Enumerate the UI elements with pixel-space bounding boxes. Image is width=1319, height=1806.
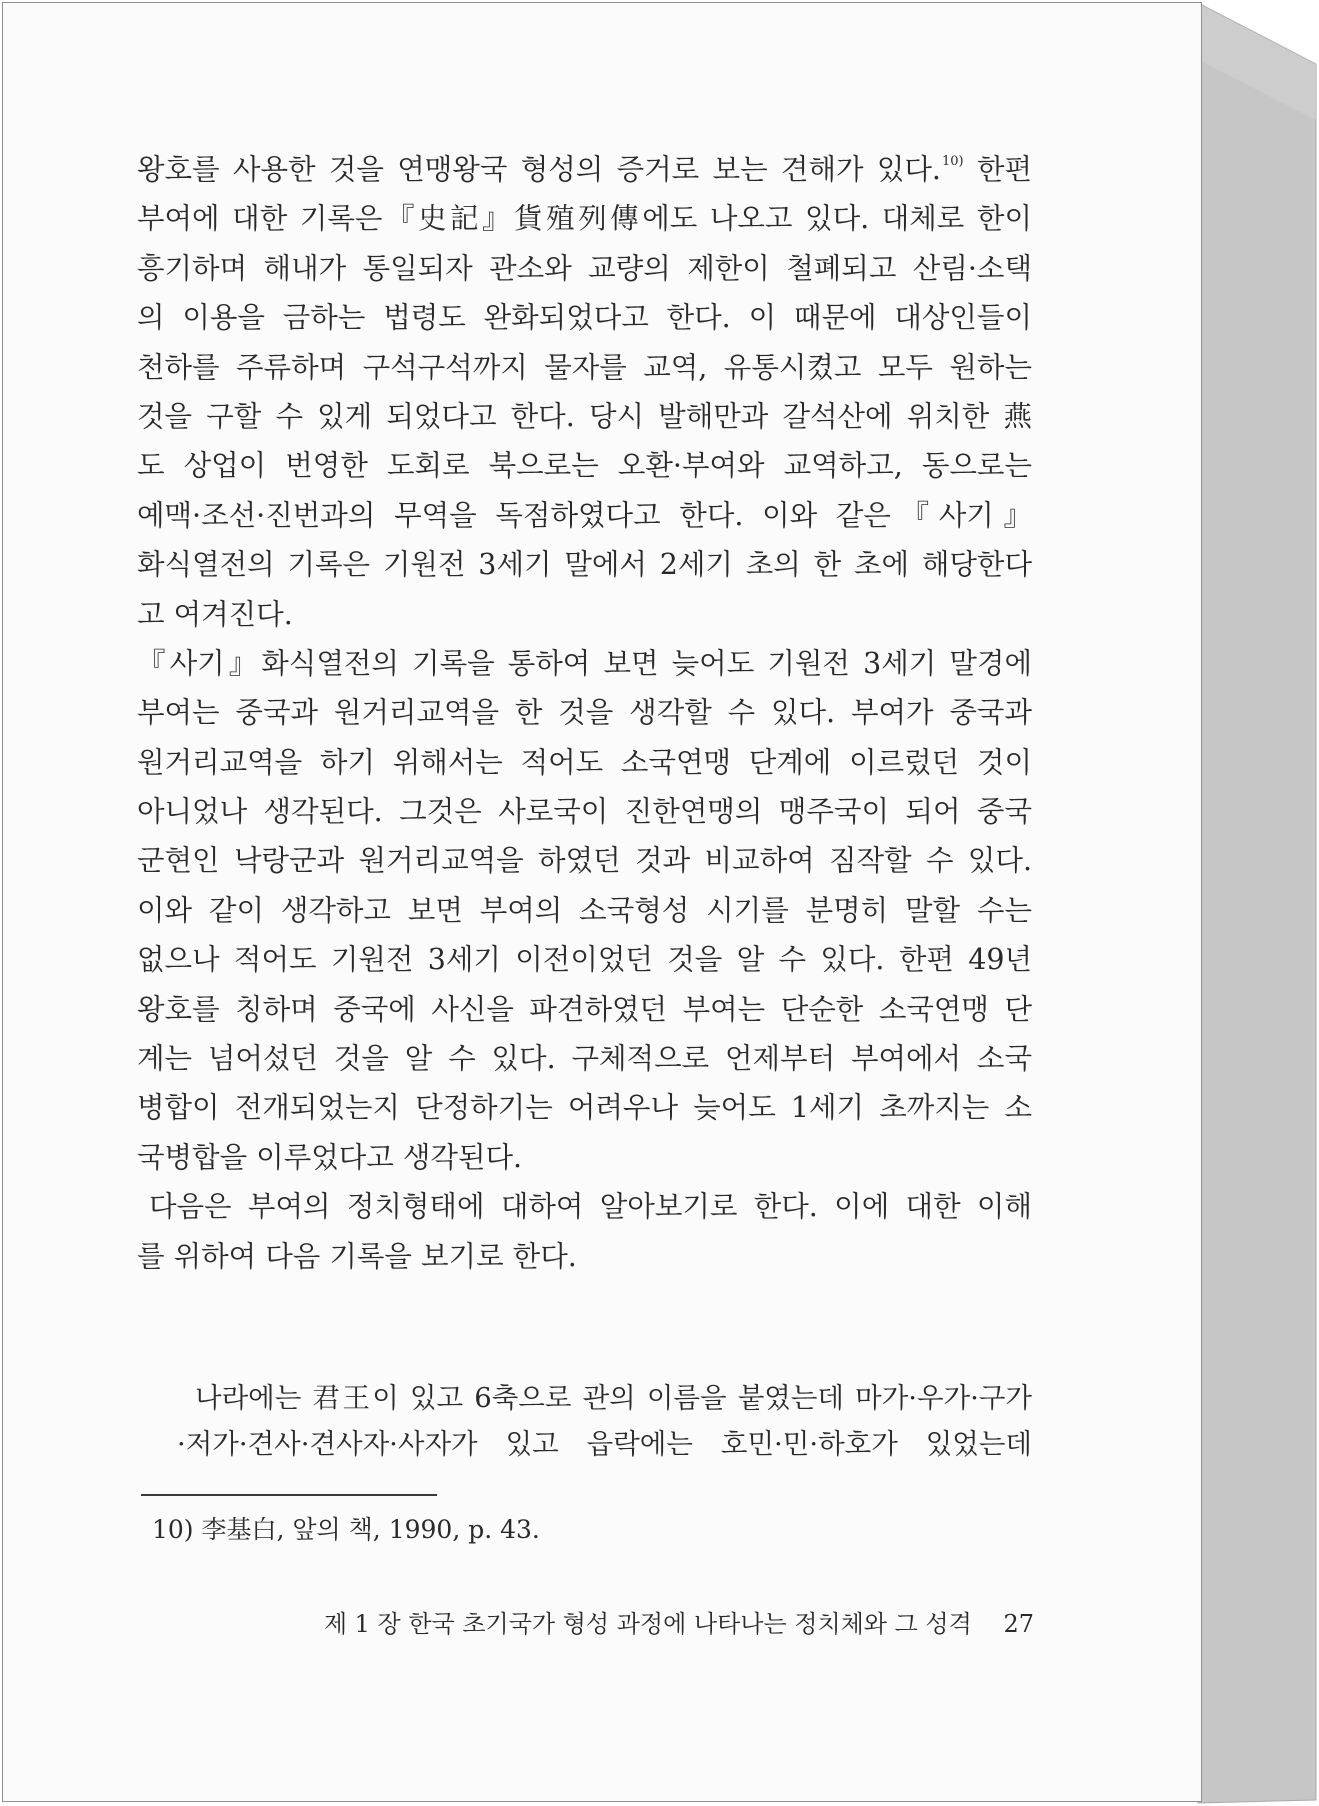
paragraph-3-line-2: 를 위하여 다음 기록을 보기로 한다. <box>137 1239 577 1273</box>
paragraph-1-line-10: 고 여겨진다. <box>137 597 293 631</box>
paragraph-1-line-9: 화식열전의 기록은 기원전 3세기 말에서 2세기 초의 한 초에 해당한다 <box>137 548 1032 582</box>
paragraph-1-line-5: 천하를 주류하며 구석구석까지 물자를 교역, 유통시켰고 모두 원하는 <box>137 350 1032 384</box>
paragraph-2-line-4: 아니었나 생각된다. 그것은 사로국이 진한연맹의 맹주국이 되어 중국 <box>137 795 1032 829</box>
footnote: 10) 李基白, 앞의 책, 1990, p. 43. <box>152 1515 540 1544</box>
paragraph-1-line-2: 부여에 대한 기록은『史記』貨殖列傳에도 나오고 있다. 대체로 한이 <box>137 202 1032 236</box>
paragraph-2-line-6: 이와 같이 생각하고 보면 부여의 소국형성 시기를 분명히 말할 수는 <box>137 893 1032 927</box>
paragraph-2-line-2: 부여는 중국과 원거리교역을 한 것을 생각할 수 있다. 부여가 중국과 <box>137 696 1032 730</box>
paragraph-2-line-10: 병합이 전개되었는지 단정하기는 어려우나 늦어도 1세기 초까지는 소 <box>137 1091 1032 1125</box>
paragraph-2-line-8: 왕호를 칭하며 중국에 사신을 파견하였던 부여는 단순한 소국연맹 단 <box>137 992 1032 1026</box>
paragraph-1-line-6: 것을 구할 수 있게 되었다고 한다. 당시 발해만과 갈석산에 위치한 燕 <box>137 399 1032 433</box>
footnote-divider <box>141 1494 437 1496</box>
paragraph-1-line-4: 의 이용을 금하는 법령도 완화되었다고 한다. 이 때문에 대상인들이 <box>137 301 1032 335</box>
quote-line-1: 나라에는 君王이 있고 6축으로 관의 이름을 붙였는데 마가·우가·구가 <box>195 1382 1032 1414</box>
paragraph-1-line-8: 예맥·조선·진번과의 무역을 독점하였다고 한다. 이와 같은『사기』 <box>137 498 1032 532</box>
paragraph-2-line-3: 원거리교역을 하기 위해서는 적어도 소국연맹 단계에 이르렀던 것이 <box>137 745 1032 779</box>
paragraph-2-line-9: 계는 넘어섰던 것을 알 수 있다. 구체적으로 언제부터 부여에서 소국 <box>137 1042 1032 1076</box>
paragraph-2-line-5: 군현인 낙랑군과 원거리교역을 하였던 것과 비교하여 짐작할 수 있다. <box>137 844 1032 878</box>
footnote-marker: 10) <box>941 154 964 169</box>
block-quote <box>137 1375 1032 1467</box>
running-footer <box>300 1604 1034 1639</box>
chapter-title: 제 1 장 한국 초기국가 형성 과정에 나타나는 정치체와 그 성격 <box>323 1610 972 1638</box>
paragraph-2-line-1: 『사기』화식열전의 기록을 통하여 보면 늦어도 기원전 3세기 말경에 <box>137 646 1032 680</box>
page-number: 27 <box>1003 1610 1034 1638</box>
paragraph-1-line-3: 흥기하며 해내가 통일되자 관소와 교량의 제한이 철폐되고 산림·소택 <box>137 251 1032 285</box>
paragraph-1-line-7: 도 상업이 번영한 도회로 북으로는 오환·부여와 교역하고, 동으로는 <box>137 449 1032 483</box>
paragraph-1-line-1: 왕호를 사용한 것을 연맹왕국 형성의 증거로 보는 견해가 있다.$^{10)}$ 한편 <box>137 153 1033 186</box>
body-text <box>137 145 1032 1281</box>
quote-line-2: ·저가·견사·견사자·사자가 있고 읍락에는 호민·민·하호가 있었는데 <box>177 1428 1032 1460</box>
paragraph-2-line-11: 국병합을 이루었다고 생각된다. <box>137 1140 523 1174</box>
paragraph-3-line-1: 다음은 부여의 정치형태에 대하여 알아보기로 한다. 이에 대한 이해 <box>149 1190 1032 1224</box>
paragraph-2-line-7: 없으나 적어도 기원전 3세기 이전이었던 것을 알 수 있다. 한편 49년 <box>137 943 1032 977</box>
